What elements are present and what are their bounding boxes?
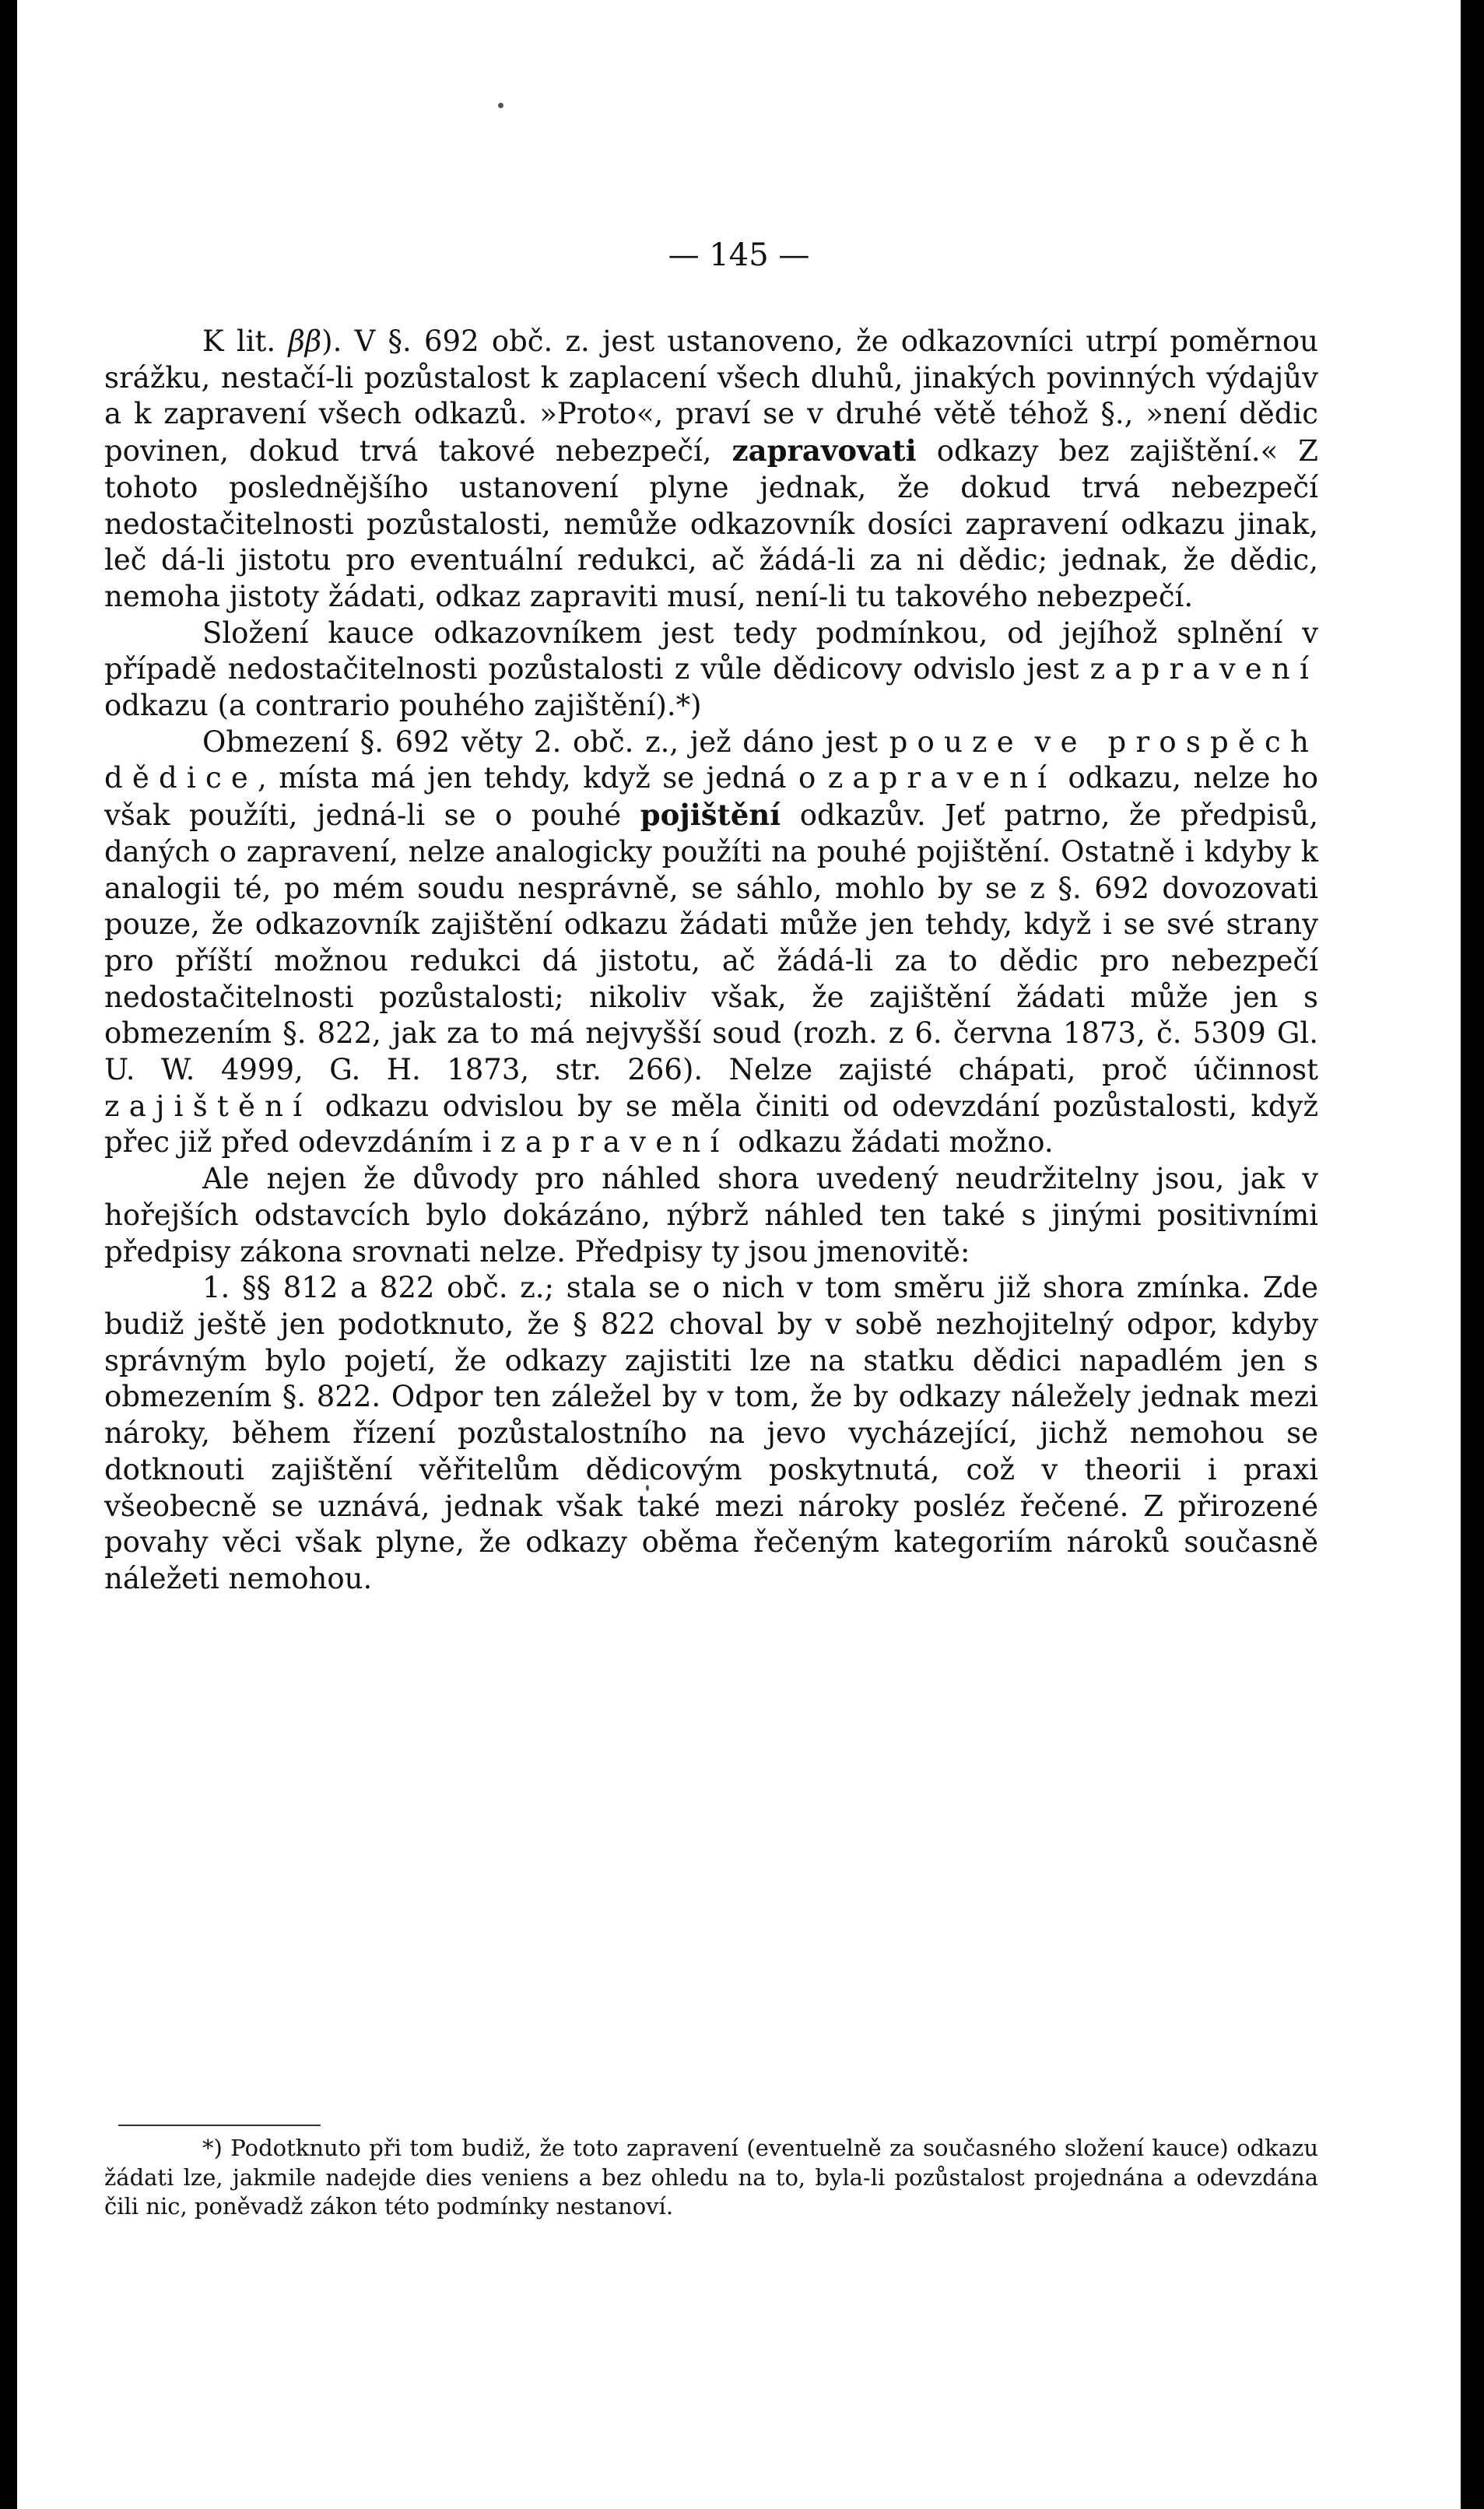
text-run: odkazu (a contrario pouhého zajištění).*) (104, 689, 702, 723)
footnote-text: *) Podotknuto při tom budiž, že toto zapravení (eventuelně za současného složení kauce) odkazu žádati lze, jakmile nadejde dies veniens a bez ohledu na to, byla-li pozůstalost projednána a odevzdána čili nic, poněvadž zákon této podmínky nestanoví. (104, 2135, 1318, 2220)
main-text (104, 324, 1318, 1598)
text-run: 1. §§ 812 a 822 obč. z.; stala se o nich v tom směru již shora zmínka. Zde budiž ještě jen podotknuto, že § 822 choval by v sobě nezhojitelný odpor, kdyby správným bylo pojetí, že odkazy zajistiti lze na statku dědici napadlém jen s obmezením §. 822. Odpor ten záležel by v tom, že by odkazy náležely jednak mezi nároky, během řízení pozůstalostního na jevo vycházející, jichž nemohou se dotknouti zajištění věřitelům dědicovým poskytnutá, což v theorii i praxi všeobecně se uznává, jednak však také mezi nároky posléz řečené. Z přirozené povahy věci však plyne, že odkazy oběma řečeným kategoriím nároků současně náležeti nemohou. (104, 1271, 1318, 1595)
spaced-emphasis: zapravení (1089, 652, 1318, 686)
paragraph (104, 616, 1318, 725)
spaced-emphasis: zapravení (827, 761, 1057, 795)
text-run: K lit. (202, 325, 289, 358)
footnote-block (104, 2134, 1318, 2222)
paragraph (104, 725, 1318, 1161)
scan-speck (498, 103, 503, 108)
text-run: odkazu žádati možno. (728, 1125, 1054, 1160)
footnote-rule (118, 2125, 321, 2126)
spaced-emphasis: pouze (889, 725, 1023, 759)
text-run: ). V §. 692 obč. z. jest ustanoveno, že odkazovníci utrpí poměrnou srážku, nestačí-li pozůstalost k zaplacení všech dluhů, jinakých povinných výdajův a k zapravení všech odkazů. »Proto«, praví se v druhé větě téhož §., »není dědic povinen, dokud trvá takové nebezpečí, (104, 325, 1318, 468)
spaced-emphasis: zapravení (500, 1125, 729, 1160)
text-run: Obmezení §. 692 věty 2. obč. z., jež dáno jest (202, 725, 889, 759)
text-run: ββ (288, 325, 322, 358)
text-run: Složení kauce odkazovníkem jest tedy podmínkou, od jejíhož splnění v případě nedostačitelnosti pozůstalosti z vůle dědicovy odvislo jest (104, 616, 1318, 686)
text-run: odkazu odvislou by se měla činiti od odevzdání pozůstalosti, když přec již před odevzdáním i (104, 1089, 1318, 1160)
spaced-emphasis: ve prospěch dědice (104, 725, 1319, 795)
book-page (17, 0, 1461, 2509)
bold-emphasis: pojištění (640, 798, 781, 833)
paragraph (104, 324, 1318, 616)
bold-emphasis: zapravovati (731, 433, 917, 468)
text-run (1023, 725, 1035, 759)
page-number: — 145 — (668, 237, 810, 273)
text-run: odkazu, nelze ho však použíti, jedná-li se o pouhé (104, 761, 1318, 833)
spaced-emphasis: zajištění (104, 1089, 312, 1123)
text-run: odkazův. Jeť patrno, že předpisů, daných o zapravení, nelze analogicky použíti na pouhé pojištění. Ostatně i kdyby k analogii té, po mém soudu nesprávně, se sáhlo, mohlo by se z §. 692 dovozovati pouze, že odkazovník zajištění odkazu žádati může jen tehdy, když i se své strany pro příští možnou redukci dá jistotu, ač žádá-li za to dědic pro nebezpečí nedostačitelnosti pozůstalosti; nikoliv však, že zajištění žádati může jen s obmezením §. 822, jak za to má nejvyšší soud (rozh. z 6. června 1873, č. 5309 Gl. U. W. 4999, G. H. 1873, str. 266). Nelze zajisté chápati, proč účinnost (104, 798, 1318, 1087)
text-run: , místa má jen tehdy, když se jedná o (257, 761, 828, 795)
paragraph (104, 1270, 1318, 1597)
text-run: odkazy bez zajištění.« Z tohoto poslednějšího ustanovení plyne jednak, že dokud trvá nebezpečí nedostačitelnosti pozůstalosti, nemůže odkazovník dosíci zapravení odkazu jinak, leč dá-li jistotu pro eventuální redukci, ač žádá-li za ni dědic; jednak, že dědic, nemoha jistoty žádati, odkaz zapraviti musí, není-li tu takového nebezpečí. (104, 434, 1319, 613)
paragraph (104, 1161, 1318, 1270)
text-run: Ale nejen že důvody pro náhled shora uvedený neudržitelny jsou, jak v hořejších odstavcích bylo dokázáno, nýbrž náhled ten také s jinými positivními předpisy zákona srovnati nelze. Předpisy ty jsou jmenovitě: (104, 1162, 1318, 1269)
